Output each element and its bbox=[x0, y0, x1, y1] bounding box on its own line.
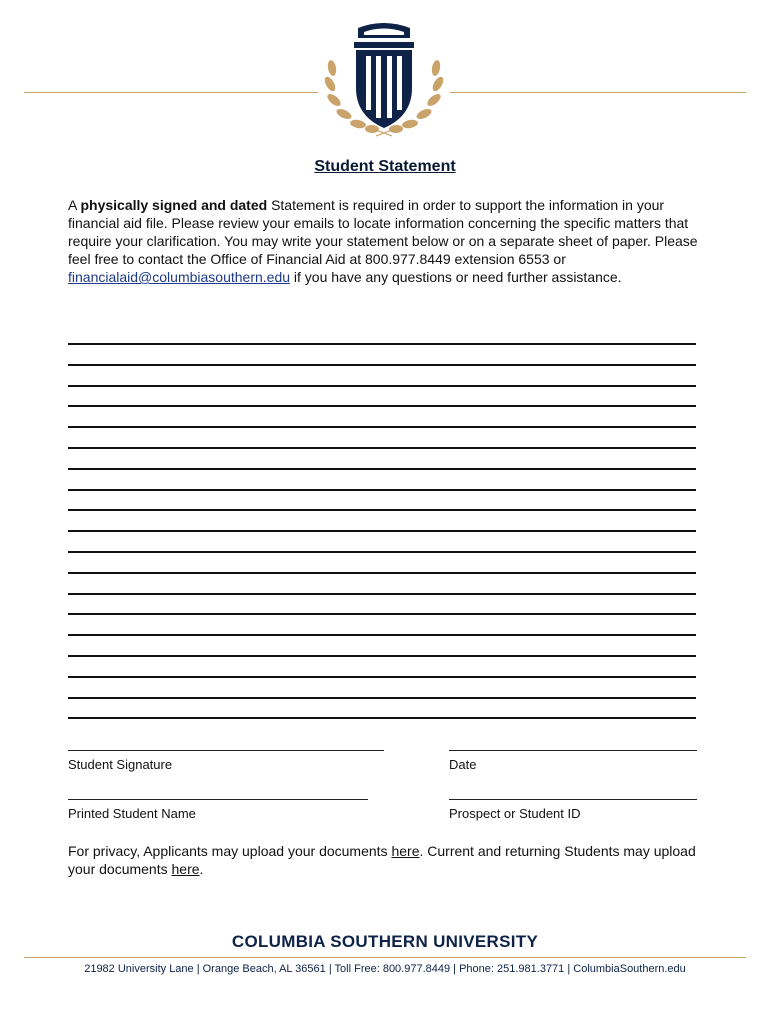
student-id-label: Prospect or Student ID bbox=[449, 806, 581, 821]
writing-line bbox=[68, 509, 696, 511]
printed-name-field[interactable] bbox=[68, 799, 368, 821]
student-signature-field[interactable] bbox=[68, 750, 384, 772]
writing-line bbox=[68, 697, 696, 699]
intro-text-1: A bbox=[68, 197, 81, 213]
student-id-field[interactable] bbox=[449, 799, 697, 821]
date-label: Date bbox=[449, 757, 477, 772]
writing-line bbox=[68, 551, 696, 553]
intro-bold-text: physically signed and dated bbox=[80, 197, 268, 213]
writing-line bbox=[68, 572, 696, 574]
page-title: Student Statement bbox=[314, 158, 456, 175]
writing-line bbox=[68, 468, 696, 470]
privacy-paragraph bbox=[68, 842, 698, 878]
printed-name-label: Printed Student Name bbox=[68, 806, 196, 821]
financial-aid-email-link[interactable]: financialaid@columbiasouthern.edu bbox=[68, 269, 291, 285]
date-field[interactable] bbox=[449, 750, 697, 772]
university-address: 21982 University Lane | Orange Beach, AL 36561 | Toll Free: 800.977.8449 | Phone: 251.981.3771 | ColumbiaSouthern.edu bbox=[84, 963, 686, 975]
intro-text-3: if you have any questions or need further assistance. bbox=[290, 269, 622, 285]
writing-line bbox=[68, 405, 696, 407]
writing-line bbox=[68, 634, 696, 636]
crest-icon bbox=[318, 18, 450, 140]
writing-line bbox=[68, 364, 696, 366]
writing-line bbox=[68, 343, 696, 345]
writing-line bbox=[68, 655, 696, 657]
date-line bbox=[449, 750, 697, 751]
writing-line bbox=[68, 676, 696, 678]
privacy-text-1: For privacy, Applicants may upload your documents bbox=[68, 843, 392, 859]
student-signature-label: Student Signature bbox=[68, 757, 173, 772]
writing-line bbox=[68, 613, 696, 615]
student-id-line bbox=[449, 799, 697, 800]
writing-line bbox=[68, 426, 696, 428]
intro-paragraph bbox=[68, 196, 698, 286]
footer-divider bbox=[24, 957, 746, 958]
intro-text-2: Statement is required in order to support the information in your financial aid file. Please review your emails to locate information concerning the specific matters that require your clarification. You may write your statement below or on a separate sheet of paper. Please feel free to contact the Office of Financial Aid at 800.977.8449 extension 6553 or bbox=[68, 197, 698, 267]
applicant-upload-link[interactable]: here bbox=[391, 843, 420, 859]
writing-line bbox=[68, 717, 696, 719]
university-name: COLUMBIA SOUTHERN UNIVERSITY bbox=[231, 932, 539, 951]
privacy-text-2: . Current and returning Students may upload your documents bbox=[68, 843, 696, 877]
printed-name-line bbox=[68, 799, 368, 800]
signature-line bbox=[68, 750, 384, 751]
writing-line bbox=[68, 530, 696, 532]
writing-line bbox=[68, 593, 696, 595]
statement-writing-area[interactable] bbox=[68, 343, 696, 738]
student-upload-link[interactable]: here bbox=[171, 861, 200, 877]
university-crest-logo bbox=[318, 18, 450, 140]
privacy-text-3: . bbox=[199, 861, 204, 877]
writing-line bbox=[68, 447, 696, 449]
writing-line bbox=[68, 385, 696, 387]
writing-line bbox=[68, 489, 696, 491]
